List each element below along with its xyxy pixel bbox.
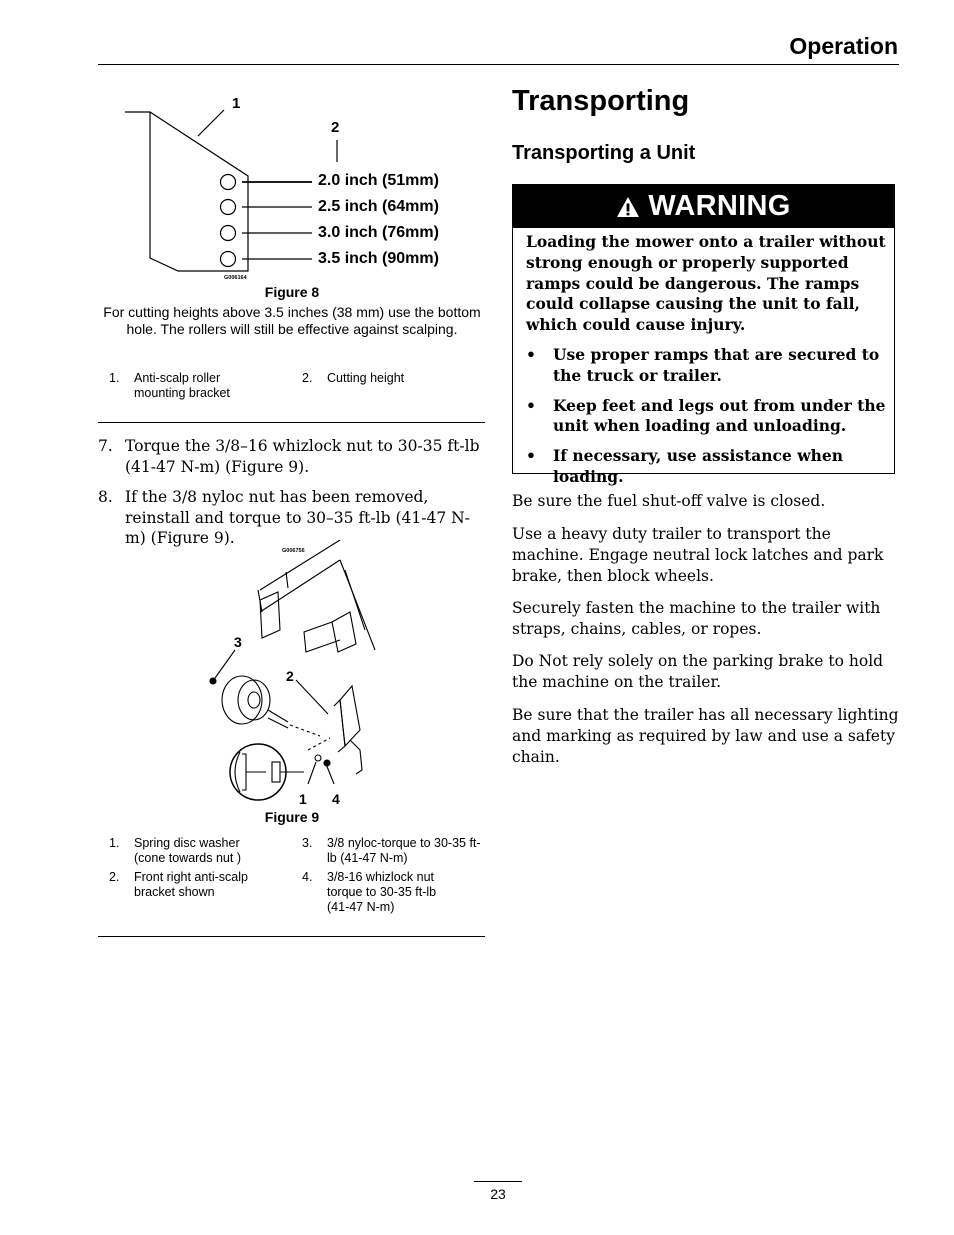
figure-8-caption: Figure 8 <box>264 284 320 300</box>
figure-9-caption: Figure 9 <box>264 809 320 825</box>
figure-8-illustration <box>98 88 488 283</box>
figure-9-illustration <box>200 540 390 812</box>
figure-9-legend-item: 1. Spring disc washer (cone towards nut ) <box>109 836 241 865</box>
warning-intro: Loading the mower onto a trailer without strong enough or properly supported ramps could be dangerous. The ramps could collapse causing the unit to fall, which could cause injury. <box>526 232 886 335</box>
callout-1: 1 <box>299 791 307 807</box>
body-paragraph: Do Not rely solely on the parking brake to hold the machine on the trailer. <box>512 652 884 691</box>
step-item: 7. Torque the 3/8–16 whizlock nut to 30-35 ft-lb (41-47 N-m) (Figure 9). <box>98 437 480 476</box>
figure-8-divider <box>98 422 485 423</box>
callout-4: 4 <box>332 791 340 807</box>
height-hole-4 <box>221 252 236 267</box>
warning-triangle-icon <box>616 196 640 218</box>
figure-8-legend-item: 2. Cutting height <box>302 371 405 385</box>
body-paragraph: Use a heavy duty trailer to transport the machine. Engage neutral lock latches and park brake, then block wheels. <box>512 525 884 585</box>
callout-2: 2 <box>286 668 294 684</box>
warning-box <box>512 184 895 486</box>
warning-bullet: • Use proper ramps that are secured to the truck or trailer. <box>526 344 880 385</box>
height-label-4: 3.5 inch (90mm) <box>318 250 439 267</box>
part-code-figure-8: G006164 <box>224 275 247 281</box>
figure-9-legend-item: 3. 3/8 nyloc-torque to 30-35 ft-lb (41-47 N-m) <box>302 836 481 865</box>
subsection-title: Transporting a Unit <box>512 142 696 164</box>
page-number: 23 <box>490 1186 506 1202</box>
callout-1: 1 <box>232 95 241 112</box>
warning-bullet: • If necessary, use assistance when loading. <box>526 446 843 486</box>
warning-bullet: • Keep feet and legs out from under the unit when loading and unloading. <box>526 395 886 436</box>
height-label-3: 3.0 inch (76mm) <box>318 224 439 241</box>
height-label-2: 2.5 inch (64mm) <box>318 198 439 215</box>
figure-9-legend-item: 4. 3/8-16 whizlock nut torque to 30-35 ft-lb (41-47 N-m) <box>302 870 437 914</box>
callout-2: 2 <box>331 119 340 136</box>
body-paragraph: Securely fasten the machine to the trailer with straps, chains, cables, or ropes. <box>512 599 881 638</box>
height-label-1: 2.0 inch (51mm) <box>318 172 439 189</box>
warning-header <box>513 185 894 228</box>
header-divider <box>98 64 899 65</box>
warning-label: WARNING <box>648 190 791 222</box>
body-paragraph: Be sure that the trailer has all necessary lighting and marking as required by law and use a safety chain. <box>512 706 899 766</box>
figure-8-legend-item: 1. Anti-scalp roller mounting bracket <box>109 371 230 400</box>
step-item: 8. If the 3/8 nyloc nut has been removed, reinstall and torque to 30–35 ft-lb (41-47 N-m) (Figure 9). <box>98 488 470 547</box>
figure-9-legend-item: 2. Front right anti-scalp bracket shown <box>109 870 248 899</box>
section-title: Operation <box>789 33 898 59</box>
height-hole-3 <box>221 226 236 241</box>
callout-3: 3 <box>234 634 242 650</box>
figure-9-divider <box>98 936 485 937</box>
part-code-figure-9: G006756 <box>282 548 305 554</box>
height-hole-2 <box>221 200 236 215</box>
figure-8-description: For cutting heights above 3.5 inches (38 mm) use the bottom hole. The rollers will still be effective against scalping. <box>103 304 481 337</box>
height-hole-1 <box>221 175 236 190</box>
callout-leader-1 <box>198 110 224 136</box>
page-number-rule <box>474 1181 522 1182</box>
page-title: Transporting <box>512 85 690 117</box>
warning-body <box>526 232 886 488</box>
body-paragraph: Be sure the fuel shut-off valve is closed. <box>512 492 826 510</box>
